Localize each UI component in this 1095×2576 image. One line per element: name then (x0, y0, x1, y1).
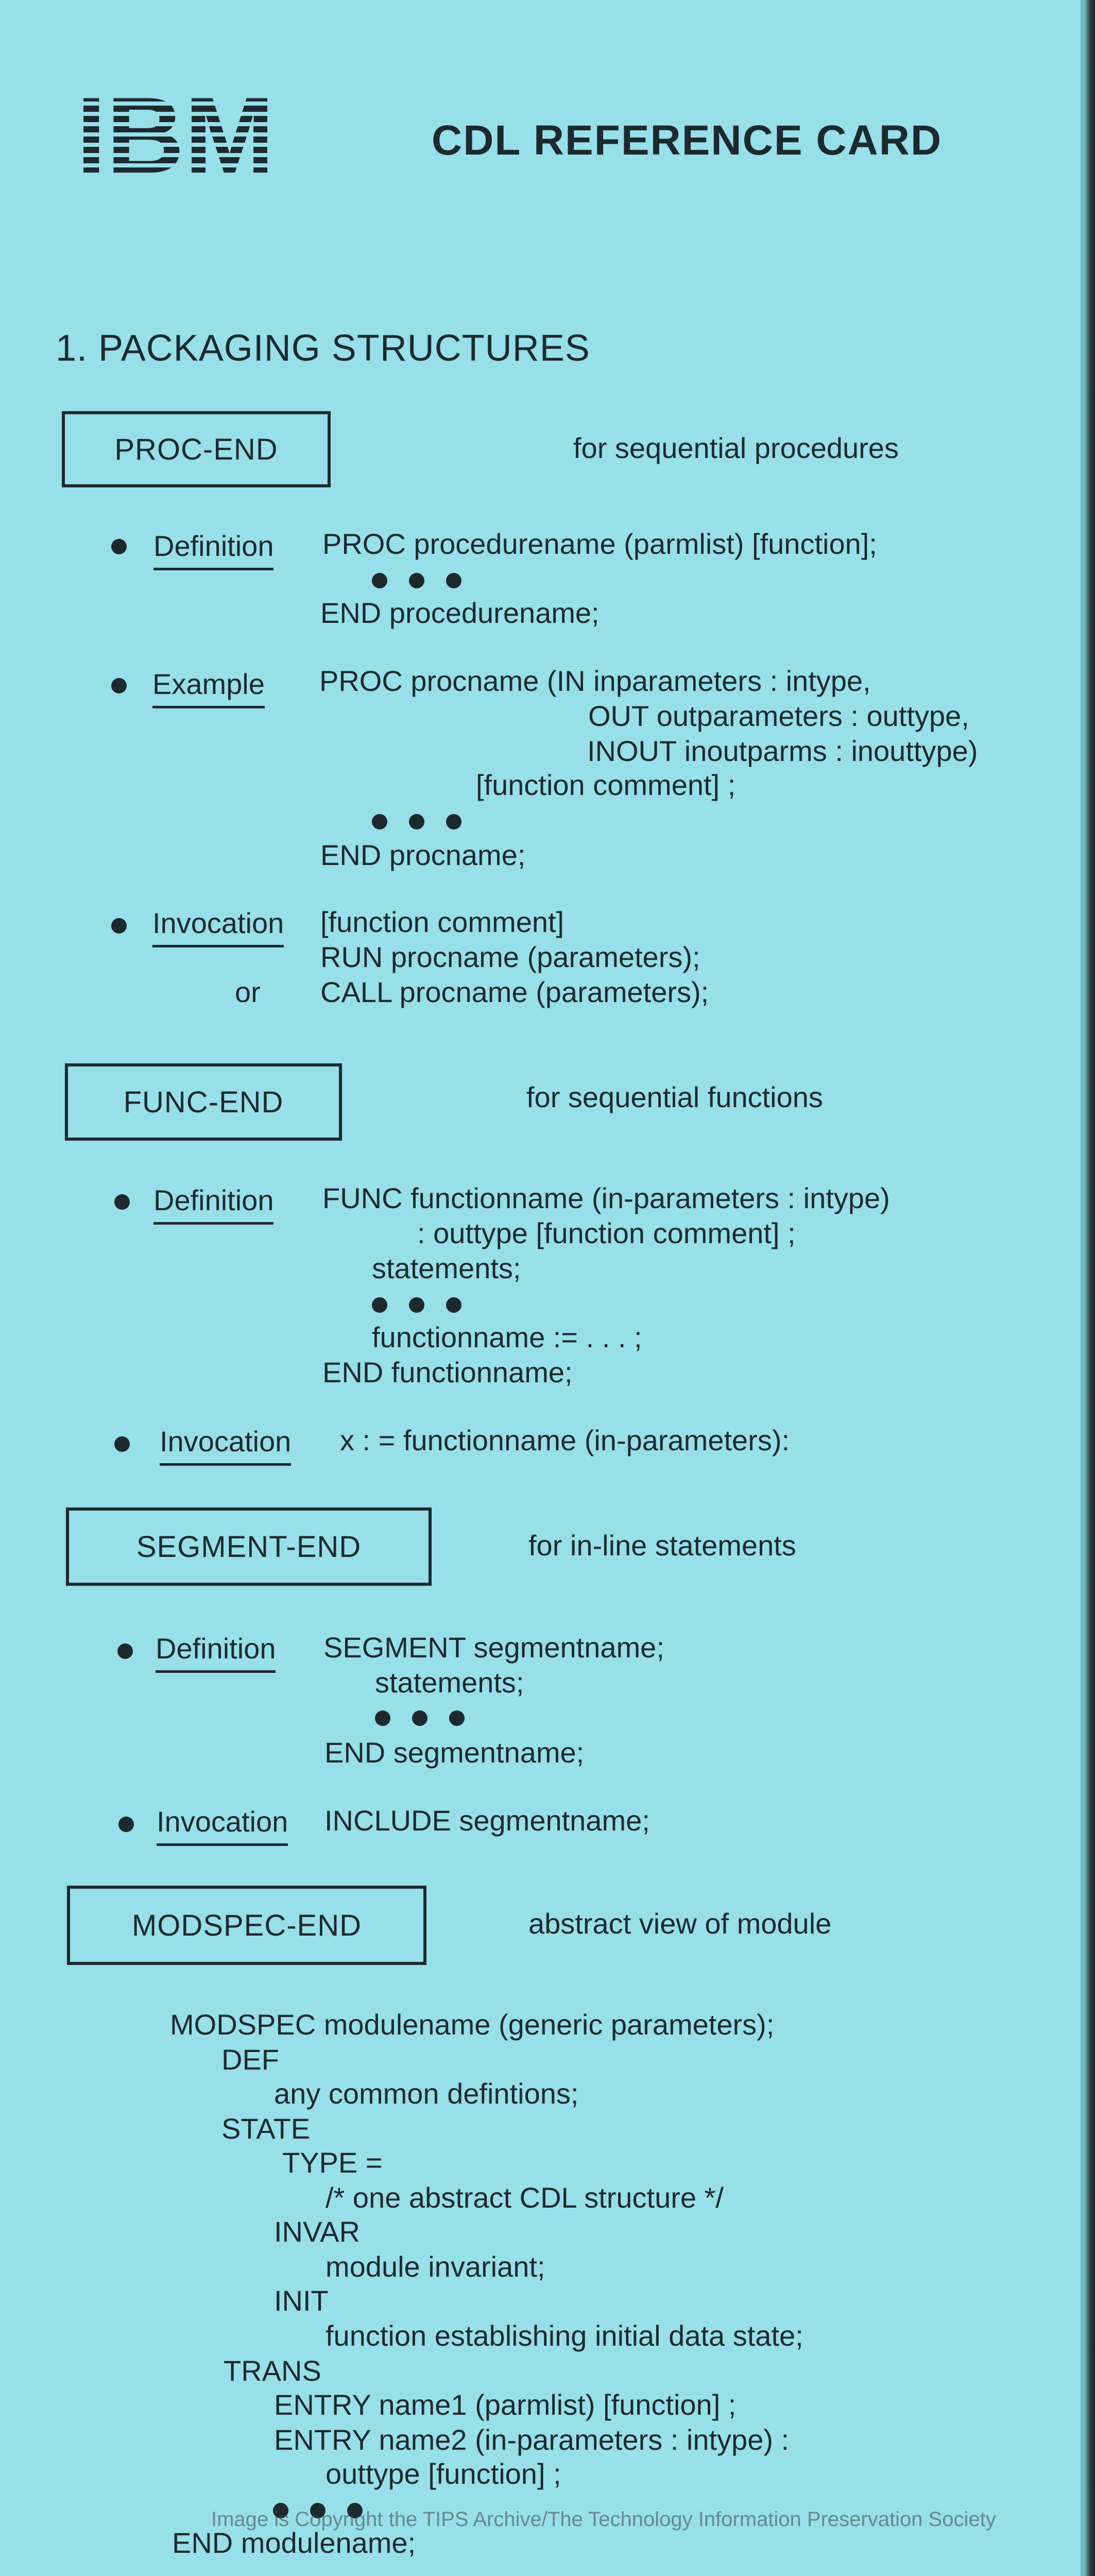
bullet (118, 1817, 134, 1832)
segment-invocation-label: Invocation (157, 1807, 288, 1846)
modspec-line: TRANS (224, 2354, 321, 2387)
bullet (114, 1194, 130, 1210)
ellipsis-dots (372, 1297, 483, 1315)
segment-end-box (66, 1507, 432, 1586)
proc-invocation-label: Invocation (152, 909, 284, 947)
func-end-label: FUNC-END (123, 1085, 284, 1119)
bullet (111, 539, 127, 554)
modspec-line: outtype [function] ; (326, 2458, 561, 2490)
modspec-line: INIT (274, 2284, 329, 2317)
modspec-line: any common defintions; (274, 2077, 579, 2110)
page-title: CDL REFERENCE CARD (432, 117, 943, 164)
bullet (114, 1436, 130, 1452)
modspec-end-box (67, 1886, 426, 1965)
func-invocation-label: Invocation (160, 1427, 291, 1466)
segment-definition-line2: statements; (375, 1666, 524, 1699)
ibm-logo-text: IBM (76, 95, 275, 178)
func-definition-line4: functionname := . . . ; (372, 1321, 642, 1353)
segment-end-label: SEGMENT-END (136, 1530, 362, 1564)
proc-example-label: Example (152, 670, 265, 708)
func-definition-line3: statements; (372, 1252, 521, 1284)
bullet (111, 918, 127, 934)
modspec-line: INVAR (274, 2215, 360, 2248)
modspec-line: module invariant; (326, 2250, 545, 2283)
section-heading: 1. PACKAGING STRUCTURES (56, 328, 590, 369)
proc-end-label: PROC-END (114, 432, 278, 466)
bullet (117, 1643, 133, 1659)
proc-definition-line1: PROC procedurename (parmlist) [function]; (322, 528, 877, 560)
segment-invocation-line1: INCLUDE segmentname; (324, 1804, 650, 1837)
modspec-line: MODSPEC modulename (generic parameters); (170, 2008, 775, 2041)
proc-example-line5: END procname; (320, 839, 526, 871)
func-invocation-line1: x : = functionname (in-parameters): (340, 1424, 790, 1456)
proc-example-line4: [function comment] ; (476, 769, 736, 801)
proc-definition-label: Definition (153, 532, 273, 570)
proc-or-label: or (235, 976, 261, 1008)
segment-definition-line1: SEGMENT segmentname; (323, 1631, 664, 1664)
modspec-line: DEF (221, 2043, 279, 2076)
segment-end-description: for in-line statements (528, 1529, 796, 1562)
proc-example-line1: PROC procname (IN inparameters : intype, (319, 665, 871, 697)
ellipsis-dots (375, 1710, 486, 1728)
proc-invocation-line2: RUN procname (parameters); (320, 941, 700, 973)
modspec-line: ENTRY name2 (in-parameters : intype) : (274, 2424, 790, 2456)
proc-invocation-line1: [function comment] (320, 906, 564, 938)
proc-definition-line2: END procedurename; (320, 597, 600, 629)
modspec-line: TYPE = (282, 2146, 383, 2179)
modspec-line: /* one abstract CDL structure */ (326, 2181, 724, 2214)
func-end-description: for sequential functions (526, 1081, 823, 1113)
func-definition-line5: END functionname; (322, 1356, 573, 1388)
ellipsis-dots (372, 814, 483, 832)
proc-example-line2: OUT outparameters : outtype, (588, 700, 969, 732)
bullet (111, 678, 127, 693)
segment-definition-label: Definition (156, 1634, 276, 1673)
copyright-watermark: Image is Copyright the TIPS Archive/The Technology Information Preservation Society (211, 2508, 996, 2531)
modspec-line: ENTRY name1 (parmlist) [function] ; (274, 2388, 737, 2421)
proc-end-box (62, 411, 331, 487)
proc-end-description: for sequential procedures (573, 432, 899, 464)
modspec-end-description: abstract view of module (528, 1907, 832, 1940)
func-end-box (65, 1063, 342, 1141)
segment-definition-line3: END segmentname; (324, 1736, 585, 1769)
func-definition-label: Definition (153, 1186, 273, 1225)
proc-invocation-line3: CALL procname (parameters); (320, 976, 709, 1008)
modspec-end-label: MODSPEC-END (131, 1908, 362, 1942)
func-definition-line2: : outtype [function comment] ; (417, 1217, 796, 1249)
proc-example-line3: INOUT inoutparms : inouttype) (587, 735, 978, 767)
func-definition-line1: FUNC functionname (in-parameters : intype) (322, 1182, 890, 1214)
modspec-line: STATE (221, 2112, 311, 2145)
modspec-line: END modulename; (172, 2527, 416, 2559)
ibm-logo (76, 95, 275, 178)
modspec-line: function establishing initial data state; (326, 2319, 803, 2352)
ellipsis-dots (372, 573, 483, 591)
card-edge (1084, 0, 1095, 2576)
